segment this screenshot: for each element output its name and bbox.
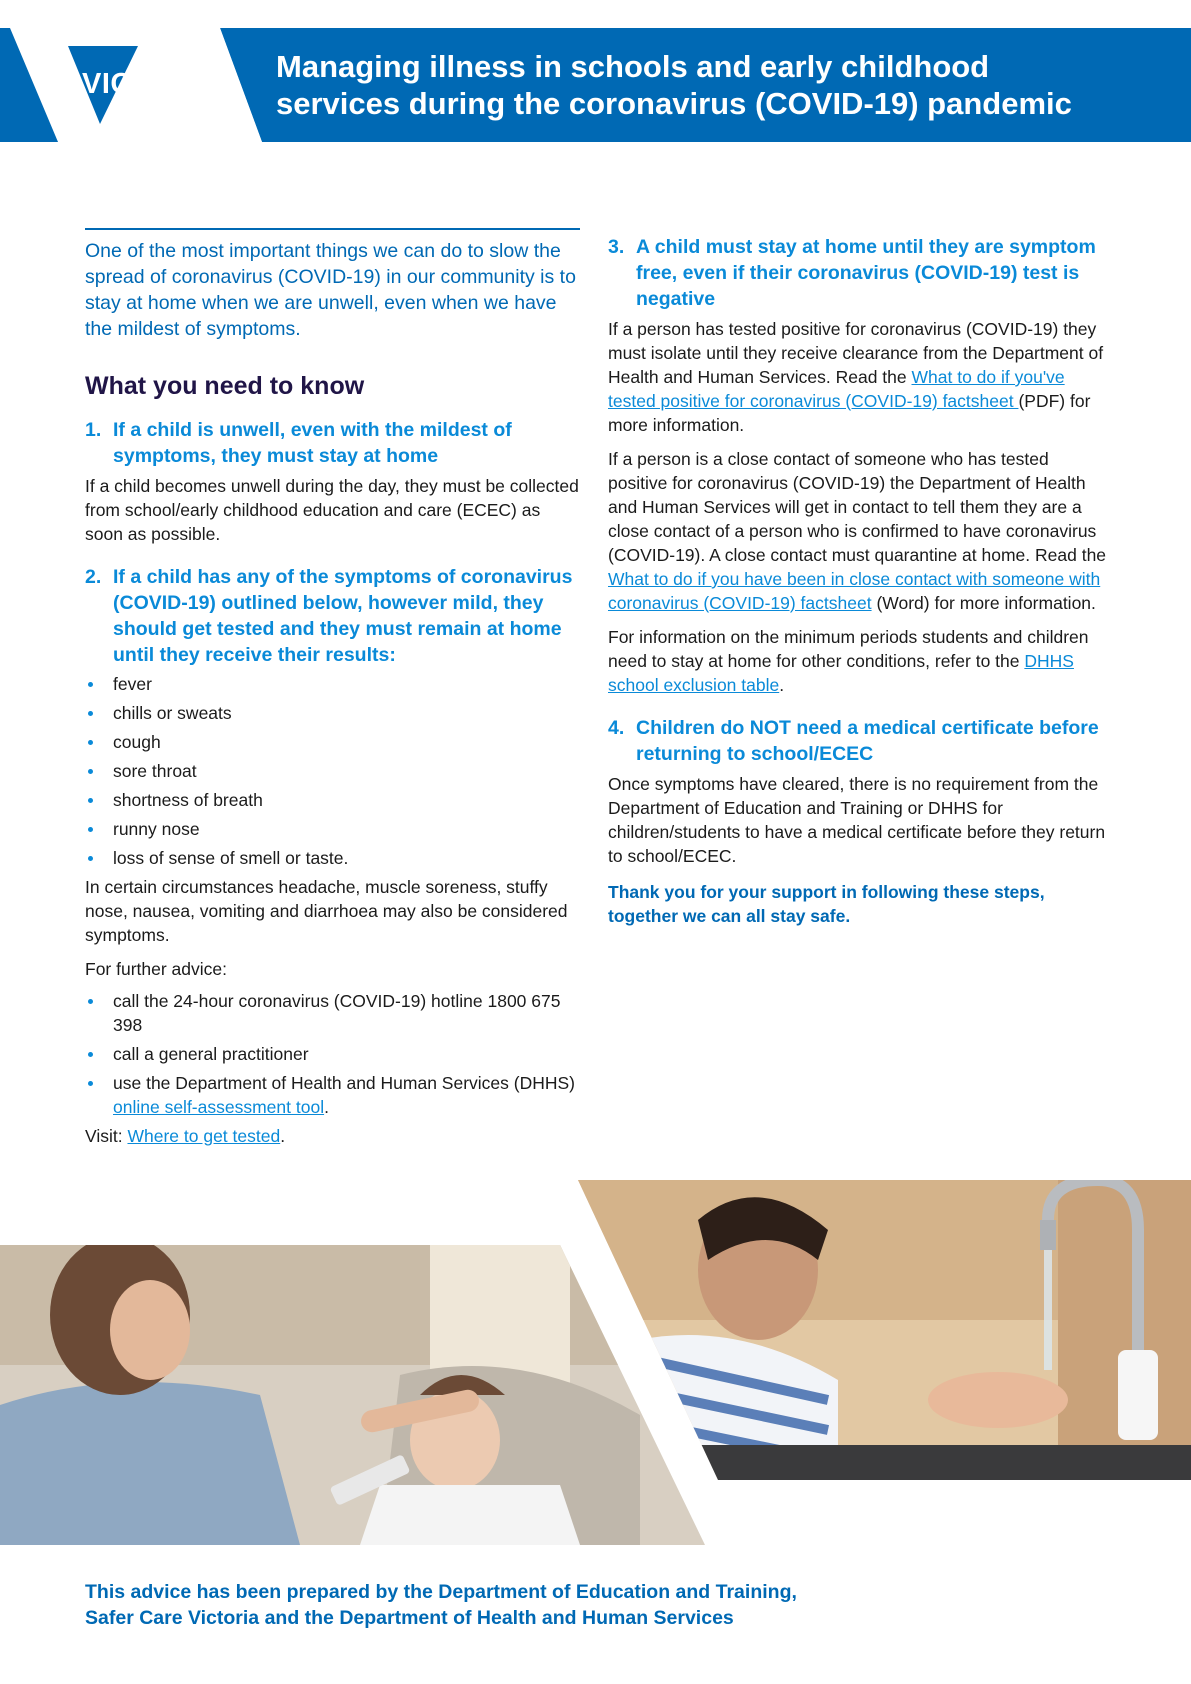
point-3-para-3: For information on the minimum periods students and children need to stay at home for other conditions, refer to the DHHS school exclusion table.: [608, 627, 1089, 695]
self-assessment-link[interactable]: online self-assessment tool: [113, 1097, 325, 1117]
tested-positive-factsheet-link[interactable]: What to do if you've tested positive for coronavirus (COVID-19) factsheet: [608, 367, 1065, 411]
list-item: cough: [85, 730, 580, 754]
where-to-get-tested-link[interactable]: Where to get tested: [127, 1126, 281, 1146]
list-item: runny nose: [85, 817, 580, 841]
advice-list: [85, 989, 580, 1119]
right-column: [608, 234, 1108, 928]
point-3-para-2: If a person is a close contact of someone who has tested positive for coronavirus (COVID-19) the Department of Health and Human Services will get in contact to tell them they are a close contact of a person who is confirmed to have coronavirus (COVID-19). A close contact must quarantine at home. Read the What to do if you have been in close contact with someone with coronavirus (COVID-19) factsheet (Word) for more information.: [608, 449, 1107, 613]
symptom-list: [85, 672, 580, 870]
point-1-body: If a child becomes unwell during the day, they must be collected from school/early childhood education and care (ECEC) as soon as possible.: [85, 476, 579, 544]
list-item: call a general practitioner: [85, 1042, 580, 1066]
point-2-heading: 2. If a child has any of the symptoms of coronavirus (COVID-19) outlined below, however mild, they should get tested and they must remain at home until they receive their results:: [85, 566, 573, 666]
exclusion-table-link[interactable]: DHHS school exclusion table: [608, 651, 1074, 695]
point-3-heading: 3. A child must stay at home until they are symptom free, even if their coronavirus (COVID-19) test is negative: [608, 236, 1096, 310]
list-item: sore throat: [85, 759, 580, 783]
thank-you-note: Thank you for your support in following these steps, together we can all stay safe.: [608, 882, 1045, 926]
photo-parent-checking-child: [0, 1245, 705, 1545]
list-item: fever: [85, 672, 580, 696]
section-heading: What you need to know: [85, 372, 365, 400]
advice-intro: For further advice:: [85, 959, 227, 979]
point-4-body: Once symptoms have cleared, there is no requirement from the Department of Education and Training or DHHS for children/students to have a medical certificate before they return to school/ECEC.: [608, 774, 1106, 866]
visit-line: Visit: Where to get tested.: [85, 1126, 286, 1146]
intro-paragraph: One of the most important things we can do to slow the spread of coronavirus (COVID-19) in our community is to stay at home when we are unwell, even when we have the mildest of symptoms.: [85, 240, 576, 340]
page-title: Managing illness in schools and early childhood services during the coronavirus (COVID-19) pandemic: [276, 49, 1072, 121]
point-4-heading: 4. Children do NOT need a medical certificate before returning to school/ECEC: [608, 717, 1099, 765]
list-item: use the Department of Health and Human Services (DHHS) online self-assessment tool.: [85, 1071, 580, 1119]
point-3-para-1: If a person has tested positive for coronavirus (COVID-19) they must isolate until they receive clearance from the Department of Health and Human Services. Read the What to do if you've tested positive for coronavirus (COVID-19) factsheet (PDF) for more information.: [608, 319, 1104, 435]
photo-child-washing-hands: [578, 1180, 1191, 1480]
left-column: [85, 228, 580, 1148]
list-item: chills or sweats: [85, 701, 580, 725]
logo-wordmark: VICTORIA: [82, 68, 225, 100]
symptom-note: In certain circumstances headache, muscle soreness, stuffy nose, nausea, vomiting and diarrhoea may also be considered symptoms.: [85, 877, 568, 945]
list-item: loss of sense of smell or taste.: [85, 846, 580, 870]
point-1-heading: 1. If a child is unwell, even with the mildest of symptoms, they must stay at home: [85, 419, 512, 467]
list-item: call the 24-hour coronavirus (COVID-19) hotline 1800 675 398: [85, 989, 580, 1037]
close-contact-factsheet-link[interactable]: What to do if you have been in close contact with someone with coronavirus (COVID-19) factsheet: [608, 569, 1101, 613]
logo-subtitle: State Government: [130, 102, 198, 126]
header-banner: [0, 28, 1191, 142]
footer-credit: This advice has been prepared by the Department of Education and Training, Safer Care Victoria and the Department of Health and Human Services: [85, 1581, 797, 1629]
list-item: shortness of breath: [85, 788, 580, 812]
